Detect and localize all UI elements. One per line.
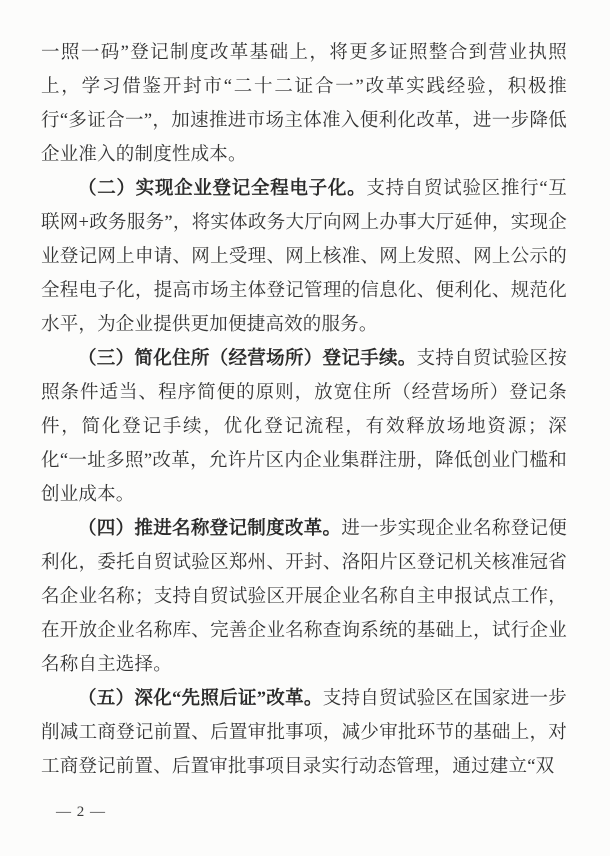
section-paragraph-5 [41, 682, 567, 784]
section-3-heading: （三）简化住所（经营场所）登记手续。 [78, 349, 417, 369]
page-number: — 2 — [56, 804, 106, 820]
section-4-text: 进一步实现企业名称登记便利化，委托自贸试验区郑州、开封、洛阳片区登记机关核准冠省名企业名称；支持自贸试验区开展企业名称自主申报试点工作，在开放企业名称库、完善企业名称查询系统的基础上，试行企业名称自主选择。 [41, 519, 567, 675]
section-2-heading: （二）实现企业登记全程电子化。 [78, 179, 367, 199]
section-2-text: 支持自贸试验区推行“互联网+政务服务”，将实体政务大厅向网上办事大厅延伸，实现企业登记网上申请、网上受理、网上核准、网上发照、网上公示的全程电子化，提高市场主体登记管理的信息化、便利化、规范化水平，为企业提供更加便捷高效的服务。 [41, 179, 567, 335]
section-paragraph-3 [41, 342, 567, 512]
section-paragraph-2 [41, 172, 567, 342]
section-5-text: 支持自贸试验区在国家进一步削减工商登记前置、后置审批事项，减少审批环节的基础上，对工商登记前置、后置审批事项目录实行动态管理，通过建立“双 [41, 689, 567, 777]
section-paragraph-4 [41, 512, 567, 682]
paragraph-continuation [41, 36, 567, 172]
document-body [41, 36, 567, 784]
section-5-heading: （五）深化“先照后证”改革。 [78, 689, 323, 709]
section-3-text: 支持自贸试验区按照条件适当、程序简便的原则，放宽住所（经营场所）登记条件，简化登记手续，优化登记流程，有效释放场地资源；深化“一址多照”改革，允许片区内企业集群注册，降低创业门槛和创业成本。 [41, 349, 567, 505]
section-4-heading: （四）推进名称登记制度改革。 [78, 519, 342, 539]
paragraph-continuation-text: 一照一码”登记制度改革基础上，将更多证照整合到营业执照上，学习借鉴开封市“二十二证合一”改革实践经验，积极推行“多证合一”，加速推进市场主体准入便利化改革，进一步降低企业准入的制度性成本。 [41, 43, 567, 165]
